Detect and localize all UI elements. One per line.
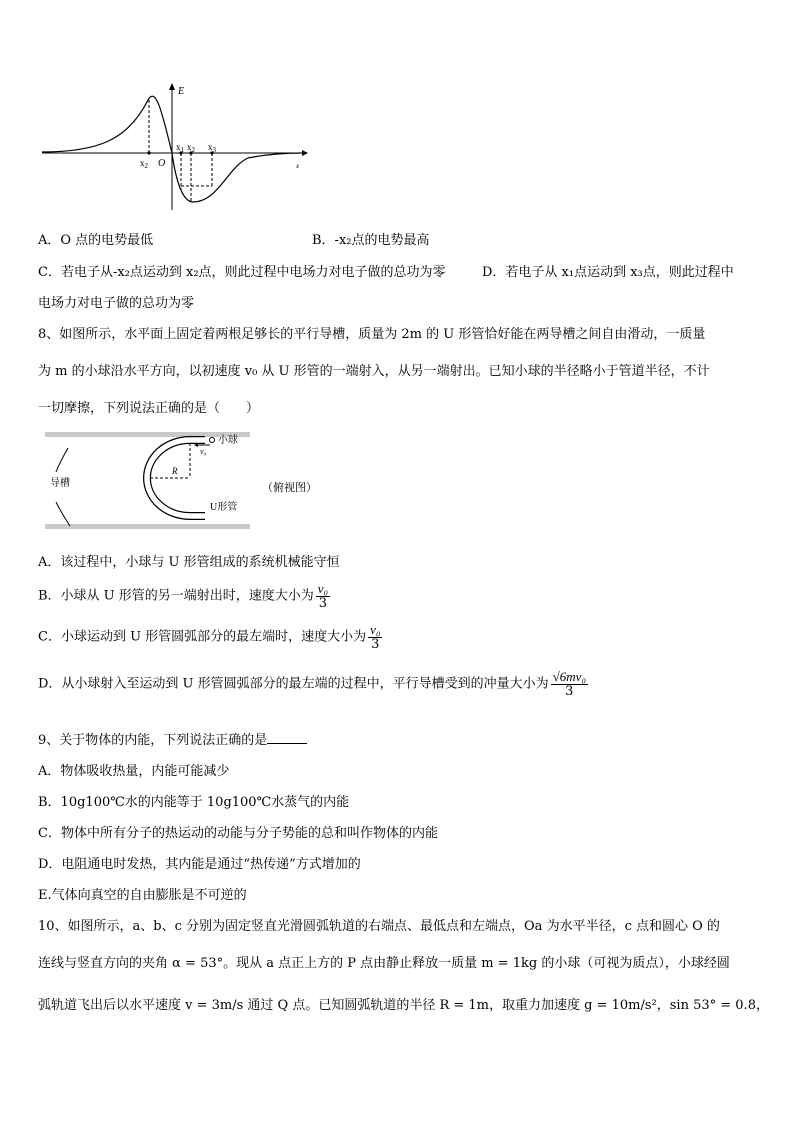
q10-stem-line2: 连线与竖直方向的夹角 α = 53°。现从 a 点正上方的 P 点由静止释放一质量 m = 1kg 的小球（可视为质点），小球经圆: [38, 956, 730, 971]
q9-option-c: C．物体中所有分子的热运动的动能与分子势能的总和叫作物体的内能: [38, 826, 438, 841]
view-label: （俯视图）: [262, 482, 317, 494]
origin-label: O: [158, 158, 166, 169]
q8-stem-line2: 为 m 的小球沿水平方向，以初速度 v₀ 从 U 形管的一端射入，从另一端射出。已知小球的半径略小于管道半径，不计: [38, 364, 710, 379]
q7-option-b: B．-x₂点的电势最高: [312, 233, 430, 248]
potential-field-graph: [38, 82, 308, 212]
x3-label: $x_3$: [208, 142, 216, 154]
q8-option-a: A．该过程中，小球与 U 形管组成的系统机械能守恒: [38, 555, 340, 570]
u-pipe-figure: [40, 430, 330, 538]
q7-option-d-part2: 电场力对电子做的总功为零: [38, 296, 195, 311]
q10-stem-line1: 10、如图所示，a、b、c 分别为固定竖直光滑圆弧轨道的右端点、最低点和左端点，Oa 为水平半径，c 点和圆心 O 的: [38, 919, 720, 934]
q8-stem-line1: 8、如图所示，水平面上固定着两根足够长的平行导槽，质量为 2m 的 U 形管恰好能在两导槽之间自由滑动，一质量: [38, 327, 706, 342]
x-axis-label: x: [296, 162, 300, 170]
q7-option-a: A．O 点的电势最低: [38, 233, 154, 248]
groove-label: 导槽: [50, 478, 70, 489]
q7-option-c: C．若电子从-x₂点运动到 x₂点，则此过程中电场力对电子做的总功为零: [38, 265, 446, 280]
y-axis-arrow: [169, 83, 175, 90]
q9-stem: 9、关于物体的内能，下列说法正确的是: [38, 729, 307, 748]
v0-label: v₀: [200, 447, 207, 456]
q9-option-a: A．物体吸收热量，内能可能减少: [38, 764, 230, 779]
u-pipe-label: U形管: [210, 502, 238, 513]
x2-label: $x_2$: [187, 142, 195, 154]
ball-label: 小球: [218, 435, 238, 446]
q8-option-b: B．小球从 U 形管的另一端射出时，速度大小为 $\frac{\text{v₀}}{3}$: [38, 581, 329, 611]
x1-label: $x_1$: [176, 142, 184, 154]
q9-option-e: E.气体向真空的自由膨胀是不可逆的: [38, 888, 247, 903]
q8-option-c: C．小球运动到 U 形管圆弧部分的最左端时，速度大小为 $\frac{\text{v₀}}{3}$: [38, 622, 381, 652]
q7-option-d-part1: D．若电子从 x₁点运动到 x₃点，则此过程中: [482, 265, 734, 280]
neg-x2-label: $x_2$: [140, 158, 148, 170]
q9-option-b: B．10g100℃水的内能等于 10g100℃水蒸气的内能: [38, 795, 350, 810]
e-axis-label: E: [178, 86, 185, 97]
q10-stem-line3: 弧轨道飞出后以水平速度 v = 3m/s 通过 Q 点。已知圆弧轨道的半径 R = 1m，取重力加速度 g = 10m/s²，sin 53° = 0.8，: [38, 998, 769, 1013]
q8-option-d: D．从小球射入至运动到 U 形管圆弧部分的最左端的过程中，平行导槽受到的冲量大小为 $\frac{\text{√6mv₀}}{3}$: [38, 669, 586, 699]
answer-blank: [267, 733, 307, 744]
q9-option-d: D．电阻通电时发热，其内能是通过“热传递”方式增加的: [38, 857, 361, 872]
radius-label: R: [172, 466, 178, 476]
q8-stem-line3: 一切摩擦，下列说法正确的是（ ）: [38, 401, 260, 416]
x-axis-arrow: [302, 150, 308, 156]
